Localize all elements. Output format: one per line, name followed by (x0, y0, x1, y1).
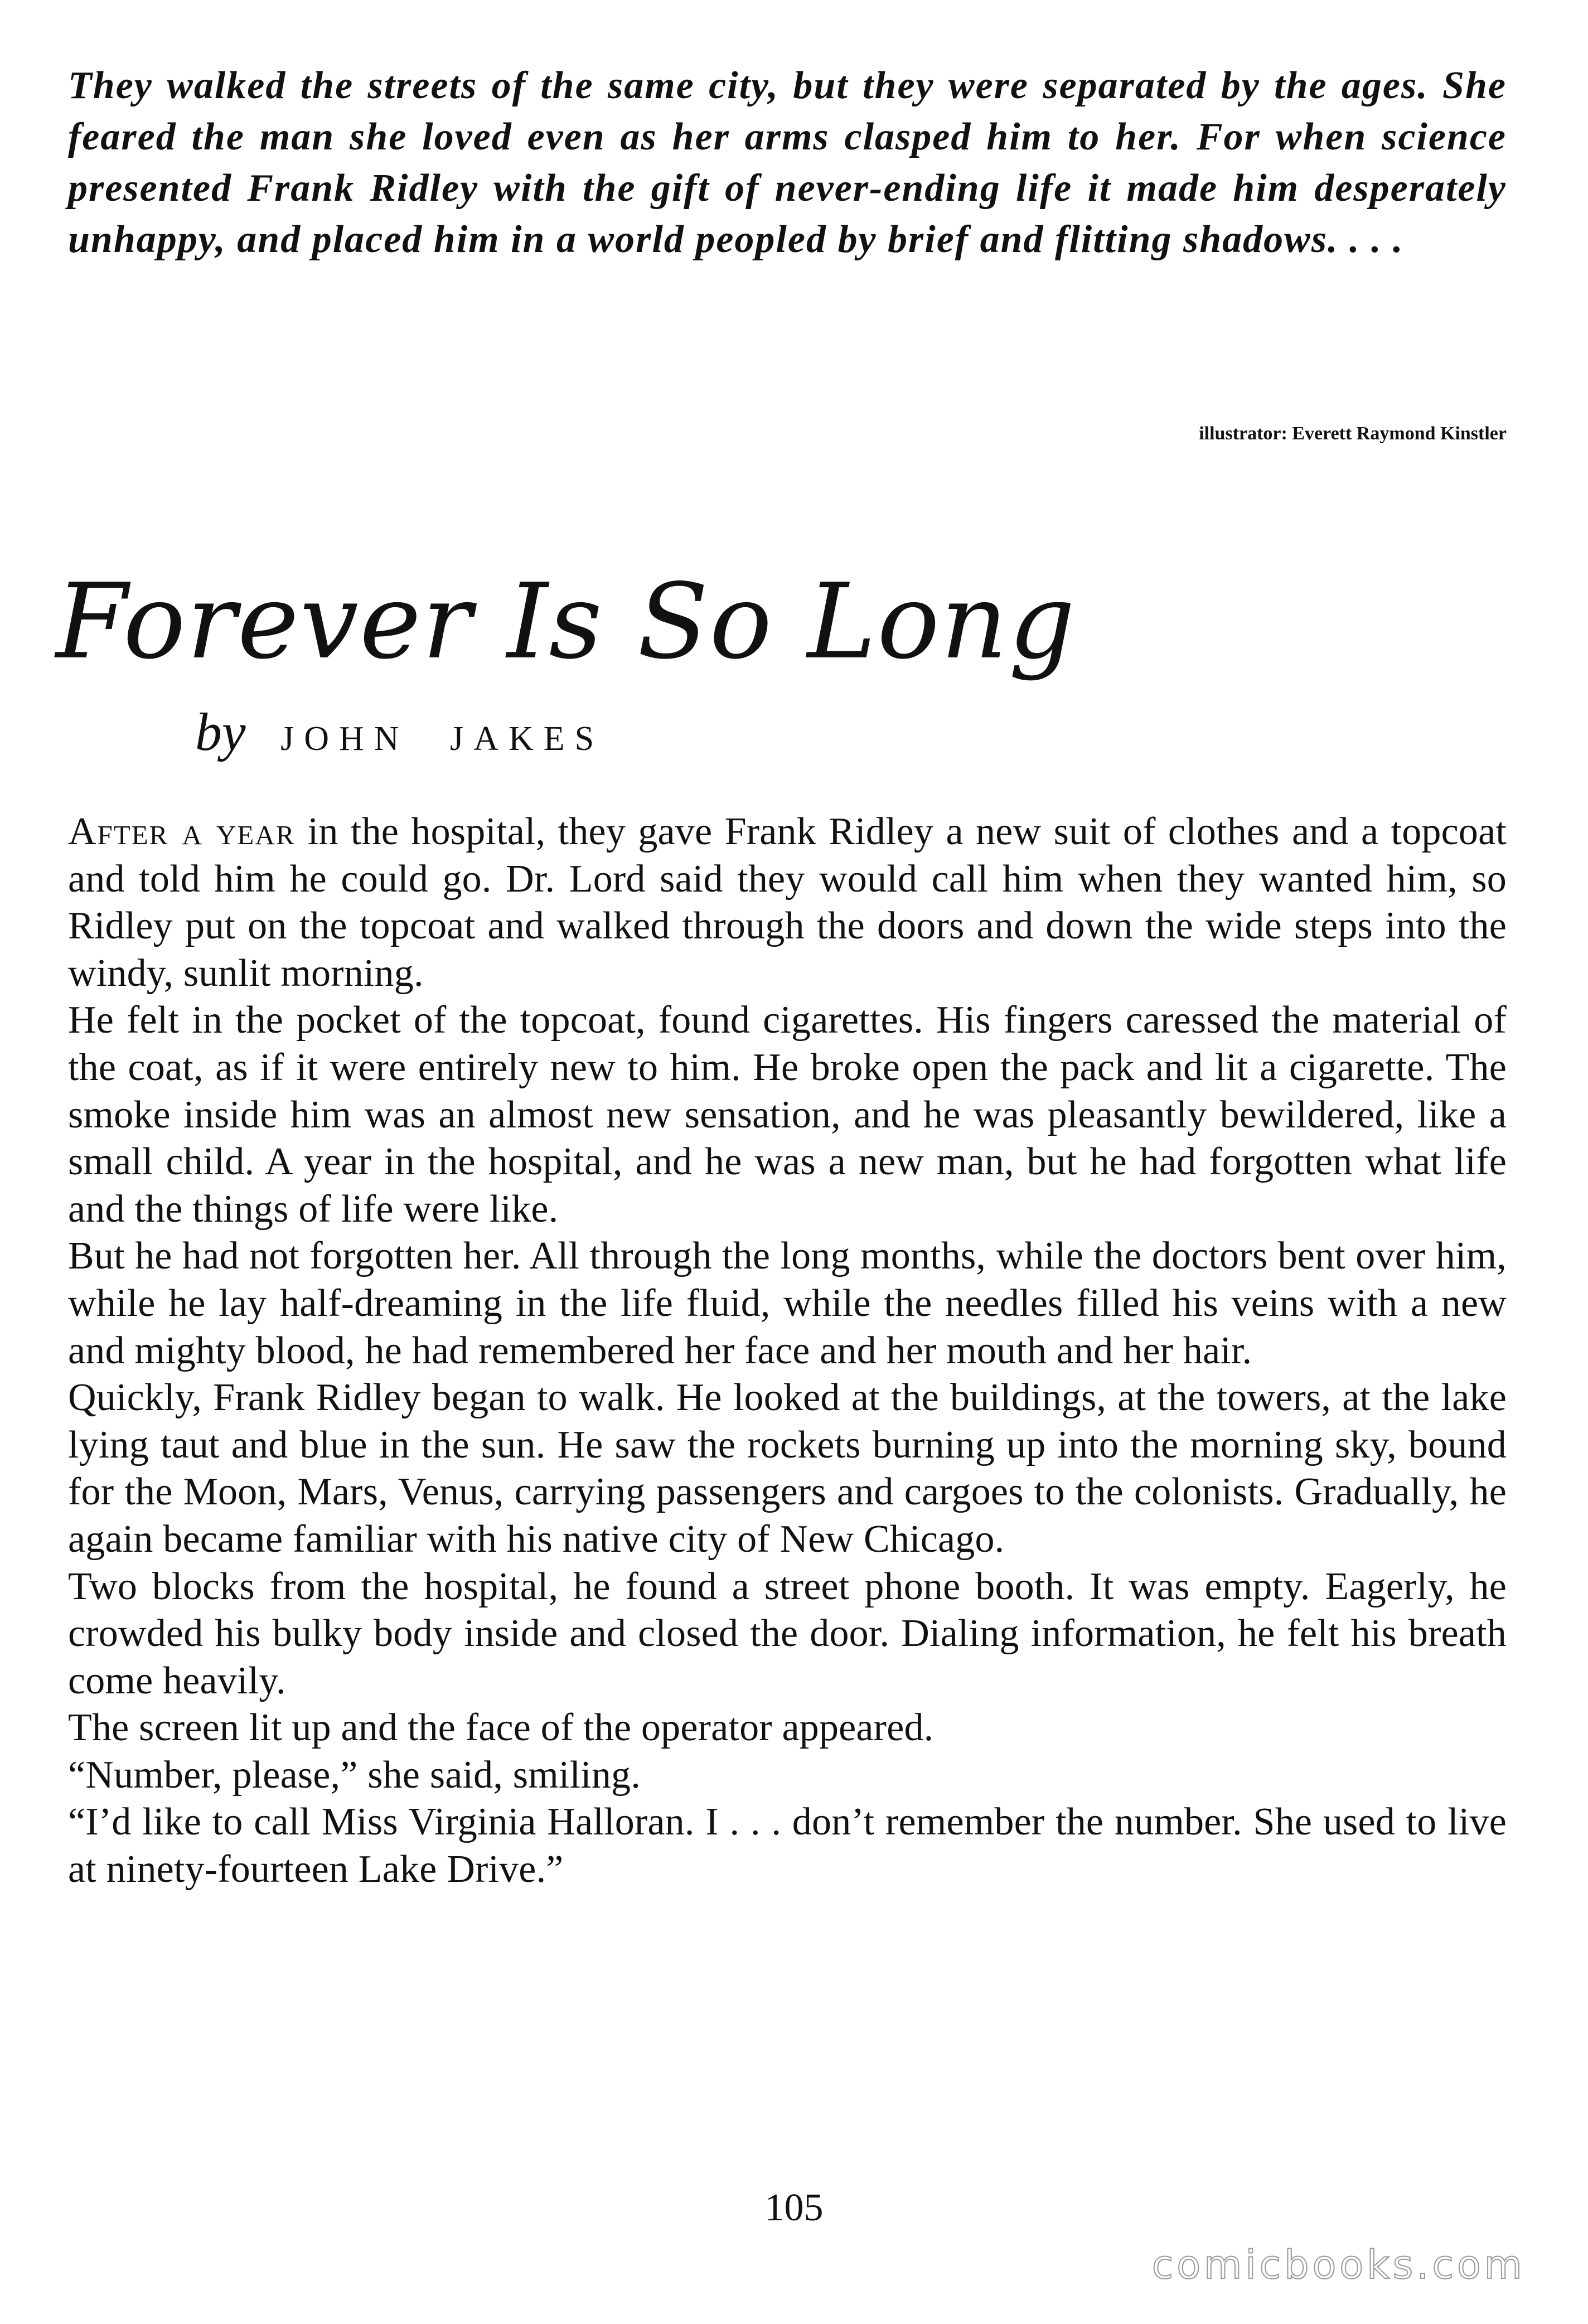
paragraph (68, 808, 1507, 997)
page-number: 105 (764, 2186, 824, 2229)
site-watermark: comicbooks.com (1151, 2242, 1526, 2288)
story-body (68, 808, 1507, 1894)
paragraph: Quickly, Frank Ridley began to walk. He looked at the buildings, at the towers, at the lake lying taut and blue in the sun. He saw the rockets burning up into the morning sky, bound for the Moon, Mars, Venus, carrying passengers and cargoes to the colonists. Gradually, he again became familiar with his native city of New Chicago. (68, 1376, 1507, 1561)
paragraph: “Number, please,” she said, smiling. (68, 1753, 641, 1797)
story-blurb: They walked the streets of the same city, but they were separated by the ages. She feared the man she loved even as her arms clasped him to her. For when science presented Frank Ridley with the gift of never-ending life it made him desperately unhappy, and placed him in a world peopled by brief and flitting shadows. . . . (68, 64, 1507, 261)
paragraph: He felt in the pocket of the topcoat, found cigarettes. His fingers caressed the material of the coat, as if it were entirely new to him. He broke open the pack and lit a cigarette. The smoke inside him was an almost new sensation, and he was pleasantly bewildered, like a small child. A year in the hospital, and he was a new man, but he had forgotten what life and the things of life were like. (68, 999, 1507, 1231)
paragraph-text: in the hospital, they gave Frank Ridley a new suit of clothes and a topcoat and told him he could go. Dr. Lord said they would call him when they wanted him, so Ridley put on the topcoat and walked through the doors and down the wide steps into the windy, sunlit morning. (68, 810, 1507, 995)
byline-by: by (195, 702, 246, 762)
paragraph: But he had not forgotten her. All through the long months, while the doctors bent over him, while he lay half-dreaming in the life fluid, while the needles filled his veins with a new and mighty blood, he had remembered her face and her mouth and her hair. (68, 1234, 1507, 1372)
lead-in: After a year (68, 810, 296, 853)
paragraph: The screen lit up and the face of the operator appeared. (68, 1706, 934, 1750)
byline (195, 701, 604, 769)
story-title: Forever Is So Long (56, 561, 1076, 682)
author-name: JOHN JAKES (280, 720, 604, 758)
paragraph: Two blocks from the hospital, he found a street phone booth. It was empty. Eagerly, he crowded his bulky body inside and closed the door. Dialing information, he felt his breath come heavily. (68, 1565, 1507, 1702)
paragraph: “I’d like to call Miss Virginia Halloran. I . . . don’t remember the number. She used to live at ninety-fourteen Lake Drive.” (68, 1800, 1507, 1891)
illustrator-credit: illustrator: Everett Raymond Kinstler (1199, 423, 1507, 444)
